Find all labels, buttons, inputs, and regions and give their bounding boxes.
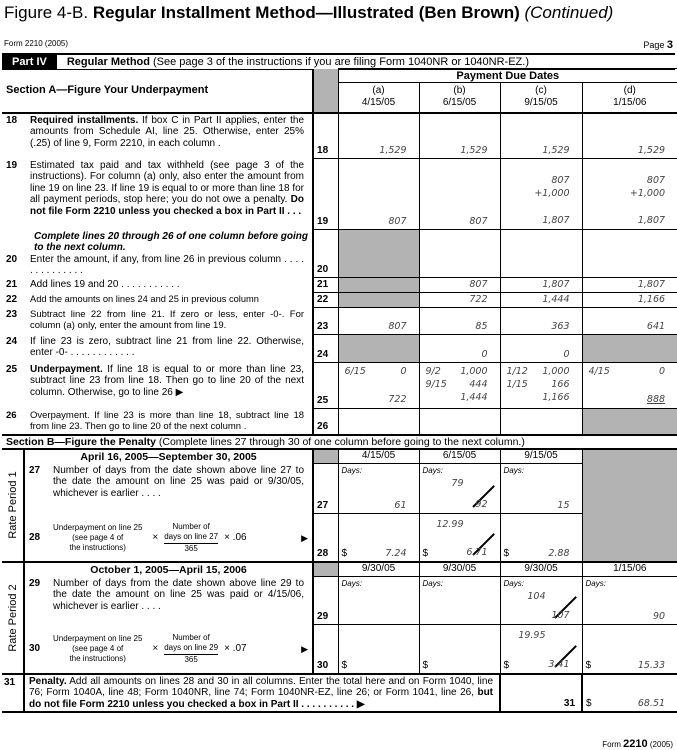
line-label	[24, 577, 313, 625]
payment-amount: 166	[551, 379, 570, 390]
value-c[interactable]	[500, 363, 582, 409]
gray-cell	[338, 230, 419, 278]
gray-cell	[313, 562, 338, 577]
formula-text: the instructions)	[69, 654, 126, 663]
days-label: Days:	[422, 579, 443, 588]
rate-period-1-label	[2, 449, 24, 562]
line-29-row	[2, 577, 677, 625]
penalty-value: 3.41	[548, 658, 570, 670]
line-label	[2, 335, 313, 363]
line-text: Number of days from the date shown above line 27 to the date the amount on line 25 was paid or 9/30/05, whichever is earlier . . . .	[53, 464, 305, 499]
days-label: Days:	[341, 579, 362, 588]
total-penalty[interactable]	[582, 674, 677, 712]
line-text: Add all amounts on lines 28 and 30 in all columns. Enter the total here and on Form 1040, line 76; Form 1040A, line 48; Form 1040NR, line 74; Form 1040NR-EZ, line 26; or Form 1041, line 26,	[29, 675, 494, 699]
period-heading: April 16, 2005—September 30, 2005	[24, 449, 313, 464]
line-number-box: 19	[313, 159, 338, 230]
column-b-header	[419, 83, 500, 113]
line-number: 18	[6, 114, 18, 126]
figure-title	[4, 3, 613, 23]
value-b[interactable]: 1,529	[419, 113, 500, 159]
line-text: If box C in Part II applies, enter the amounts from Schedule AI, line 25. Otherwise, enter 25% (.25) of line 9, Form 2210, in each column .	[30, 114, 305, 149]
value-total: 1,807	[542, 215, 570, 226]
value-d[interactable]: 1,807	[582, 278, 677, 293]
line-23-row	[2, 308, 677, 335]
dollar-sign: $	[585, 659, 592, 671]
line-label	[24, 674, 500, 712]
line-22-row	[2, 293, 677, 308]
days-b[interactable]	[419, 464, 500, 514]
value-c[interactable]: 1,444	[500, 293, 582, 308]
line-label	[2, 230, 313, 278]
line-text: Add lines 19 and 20 . . . . . . . . . . .	[30, 278, 180, 290]
days-label: Days:	[585, 579, 606, 588]
underpayment-total: 1,444	[460, 392, 488, 403]
line-text: Number of days from the date shown above line 29 to the date the amount on line 25 was paid or 4/15/06, whichever is earlier . . . .	[53, 577, 305, 612]
footer-form: Form	[602, 740, 621, 749]
penalty-value: 7.24	[385, 547, 407, 559]
footer-year: (2005)	[649, 740, 673, 749]
value-b[interactable]: 807	[419, 278, 500, 293]
page-value: 3	[666, 39, 673, 51]
dollar-sign: $	[586, 697, 592, 709]
value-total: 1,807	[637, 215, 666, 226]
line-28-row	[2, 514, 677, 562]
gray-cell	[313, 449, 338, 464]
line-number: 28	[29, 531, 41, 543]
column-d-header	[582, 83, 677, 113]
line-number: 20	[6, 253, 18, 265]
payment-amount: 1,000	[542, 366, 570, 377]
line-21-row	[2, 278, 677, 293]
column-letter: (b)	[453, 85, 466, 97]
period-date-a: 4/15/05	[338, 449, 419, 464]
period-heading: October 1, 2005—April 15, 2006	[24, 562, 313, 577]
line-number-box: 22	[313, 293, 338, 308]
section-b-title: Section B—Figure the Penalty	[6, 435, 156, 448]
dollar-sign: $	[341, 547, 348, 559]
value-d[interactable]: 1,529	[582, 113, 677, 159]
payment-date: 9/15	[425, 379, 447, 390]
line-number-box: 25	[313, 363, 338, 409]
dollar-sign: $	[503, 547, 510, 559]
formula-text: Number of	[172, 521, 210, 531]
payment-date: 1/12	[506, 366, 528, 377]
penalty-total: 68.51	[637, 697, 666, 709]
line-number: 24	[6, 335, 18, 347]
column-c-header	[500, 83, 582, 113]
line-number-box: 29	[313, 577, 338, 625]
days-value: 92	[475, 499, 488, 510]
arrow-right-icon: ▶	[301, 644, 309, 654]
section-b-header	[2, 435, 677, 449]
line-label	[2, 409, 313, 435]
days-d[interactable]	[582, 577, 677, 625]
formula-text: (see page 4 of	[72, 532, 124, 542]
line-label	[2, 363, 313, 409]
gray-cell	[582, 335, 677, 363]
days-value: 15	[557, 500, 570, 511]
page-label: Page	[643, 40, 665, 50]
line-text: Overpayment. If line 23 is more than line 18, subtract line 18 from line 23. Then go to line 20 of the next column .	[30, 409, 305, 433]
rate: × .07	[224, 643, 247, 654]
dollar-sign: $	[503, 659, 510, 671]
column-letter: (d)	[623, 85, 636, 97]
rate: × .06	[224, 531, 247, 543]
line-27-row	[2, 464, 677, 514]
payment-amount: 1,000	[460, 366, 488, 377]
line-19-row	[2, 159, 677, 230]
days-b[interactable]	[419, 577, 500, 625]
formula-text: Number of	[172, 633, 210, 642]
line-label	[24, 514, 313, 562]
column-letter: (c)	[535, 85, 547, 97]
line-text: If line 18 is equal to or more than line 23, subtract line 23 from line 18. Then go to line 20 of the next column. Otherwise, go to line 26 ▶	[30, 363, 305, 398]
penalty-formula	[29, 633, 308, 665]
value-d[interactable]	[582, 230, 677, 278]
form-id: Form 2210 (2005)	[4, 39, 69, 48]
gray-cell	[338, 278, 419, 293]
rate-period-2-label	[2, 562, 24, 674]
formula-text: (see page 4 of	[72, 644, 124, 653]
line-number-box: 20	[313, 230, 338, 278]
value-c[interactable]: 1,807	[500, 278, 582, 293]
line-number-box: 27	[313, 464, 338, 514]
formula-text: Underpayment on line 25	[53, 634, 143, 643]
line-label	[2, 159, 313, 230]
line-text: Add the amounts on lines 24 and 25 in previous column	[30, 293, 259, 304]
value-a[interactable]: 807	[338, 159, 419, 230]
days-a[interactable]	[338, 577, 419, 625]
line-number-box: 30	[313, 625, 338, 674]
section-a-title: Section A—Figure Your Underpayment	[6, 84, 209, 96]
section-b-note: (Complete lines 27 through 30 of one column before going to the next column.)	[158, 435, 525, 448]
underpayment-total: 888	[646, 394, 666, 405]
penalty-original: 19.95	[518, 629, 546, 641]
days-label: Days:	[341, 466, 362, 475]
value-b[interactable]: 0	[419, 335, 500, 363]
line-26-row	[2, 409, 677, 435]
form-table	[2, 68, 677, 713]
days-value: 107	[551, 610, 570, 621]
payment-date: 1/15	[506, 379, 528, 390]
line-number: 19	[6, 159, 18, 171]
value-c[interactable]	[500, 159, 582, 230]
part-tag: Part IV	[2, 55, 57, 69]
dollar-sign: $	[422, 547, 429, 559]
line-number: 27	[29, 464, 41, 476]
value-d[interactable]: 641	[582, 308, 677, 335]
formula-text: Underpayment on line 25	[53, 522, 143, 532]
value-c[interactable]: 1,529	[500, 113, 582, 159]
gray-cell	[313, 69, 338, 113]
days-original: 104	[527, 591, 546, 602]
days-label: Days:	[503, 466, 524, 475]
penalty-original: 12.99	[436, 518, 464, 530]
value-a[interactable]	[338, 363, 419, 409]
payment-amount: 0	[659, 366, 666, 377]
column-date: 4/15/05	[361, 97, 396, 109]
gray-cell	[582, 409, 677, 435]
line-number: 29	[29, 577, 41, 589]
line-bold: but do not file Form 2210 unless you checked a box in Part II . . . . . . . . . . ▶	[29, 687, 494, 710]
value-d[interactable]	[582, 159, 677, 230]
gray-cell	[338, 293, 419, 308]
gray-cell	[338, 335, 419, 363]
line-bold: Penalty.	[29, 675, 67, 687]
days-value: 90	[652, 611, 666, 622]
column-date: 9/15/05	[524, 97, 558, 109]
line-bold: Do not file Form 2210 unless you checked a box in Part II . . .	[30, 194, 305, 217]
line-number-box: 28	[313, 514, 338, 562]
column-letter: (a)	[372, 85, 385, 97]
line-label	[24, 625, 313, 674]
days-label: Days:	[503, 579, 524, 588]
days-original: 79	[451, 478, 464, 489]
rate-period-1-header	[2, 449, 677, 464]
value-b[interactable]	[419, 363, 500, 409]
line-text: If line 23 is zero, subtract line 21 from line 22. Otherwise, enter -0- . . . . . . . . . . . .	[30, 335, 305, 359]
dollar-sign: $	[422, 659, 429, 671]
days-c[interactable]	[500, 577, 582, 625]
penalty-value: 6.71	[466, 546, 488, 558]
line-number-box: 26	[313, 409, 338, 435]
period-date-b: 9/30/05	[419, 562, 500, 577]
underpayment-total: 1,166	[542, 392, 570, 403]
line-number-box: 21	[313, 278, 338, 293]
penalty-c[interactable]	[500, 514, 582, 562]
penalty-b[interactable]	[419, 625, 500, 674]
value-a[interactable]: 807	[338, 308, 419, 335]
page-number	[643, 39, 673, 51]
days-value: 61	[394, 500, 407, 511]
multiply-sign: ×	[152, 643, 159, 654]
footer-number: 2210	[623, 738, 648, 750]
figure-heading: Regular Installment Method—Illustrated (Ben Brown)	[92, 3, 520, 22]
formula-text: days on line 27	[164, 531, 219, 541]
line-25-row	[2, 363, 677, 409]
days-a[interactable]	[338, 464, 419, 514]
column-date: 1/15/06	[613, 97, 647, 109]
form-footer	[602, 739, 673, 750]
penalty-value: 15.33	[637, 659, 666, 671]
value-b[interactable]	[419, 230, 500, 278]
line-label	[2, 113, 313, 159]
line-number: 31	[2, 674, 24, 712]
line-bold: Underpayment.	[30, 363, 103, 375]
line-number: 30	[29, 643, 41, 654]
line-number: 26	[6, 409, 17, 421]
instruction-note: Complete lines 20 through 26 of one column before going to the next column.	[34, 230, 309, 254]
days-c[interactable]	[500, 464, 582, 514]
line-number-box: 18	[313, 113, 338, 159]
payment-date: 4/15	[588, 366, 610, 377]
value-part: +1,000	[629, 188, 666, 199]
gray-cell	[582, 449, 677, 562]
penalty-a[interactable]	[338, 514, 419, 562]
figure-label: Figure 4-B.	[4, 3, 89, 22]
side-label: Rate Period 1	[6, 471, 19, 539]
line-30-row	[2, 625, 677, 674]
line-label	[2, 308, 313, 335]
value-b[interactable]	[419, 409, 500, 435]
period-date-c: 9/15/05	[500, 449, 582, 464]
line-text: Enter the amount, if any, from line 26 in previous column . . . . . . . . . . . . . .	[30, 253, 305, 277]
penalty-a[interactable]	[338, 625, 419, 674]
period-date-d: 1/15/06	[582, 562, 677, 577]
days-label: Days:	[422, 466, 443, 475]
line-number-box: 23	[313, 308, 338, 335]
value-c[interactable]	[500, 230, 582, 278]
line-label	[2, 278, 313, 293]
period-date-a: 9/30/05	[338, 562, 419, 577]
line-number-box: 24	[313, 335, 338, 363]
penalty-d[interactable]	[582, 625, 677, 674]
value-b[interactable]: 807	[419, 159, 500, 230]
value-c[interactable]: 0	[500, 335, 582, 363]
part-note: (See page 3 of the instructions if you are filing Form 1040NR or 1040NR-EZ.)	[152, 56, 529, 68]
line-number: 25	[6, 363, 18, 375]
value-a[interactable]	[338, 409, 419, 435]
value-part: 807	[646, 175, 666, 186]
value-b[interactable]: 85	[419, 308, 500, 335]
column-date: 6/15/05	[442, 97, 477, 109]
value-c[interactable]: 363	[500, 308, 582, 335]
underpayment-total: 722	[388, 394, 407, 405]
dollar-sign: $	[341, 659, 348, 671]
period-date-b: 6/15/05	[419, 449, 500, 464]
penalty-formula	[29, 522, 308, 554]
line-24-row	[2, 335, 677, 363]
period-date-c: 9/30/05	[500, 562, 582, 577]
line-bold: Required installments.	[30, 114, 139, 126]
multiply-sign: ×	[152, 531, 159, 543]
formula-denominator: 365	[184, 543, 198, 553]
part-title: Regular Method	[66, 56, 150, 68]
line-label	[24, 464, 313, 514]
line-18-row	[2, 113, 677, 159]
line-20-row	[2, 230, 677, 278]
value-d[interactable]: 1,166	[582, 293, 677, 308]
line-number: 22	[6, 293, 18, 305]
line-label	[2, 293, 313, 308]
value-b[interactable]: 722	[419, 293, 500, 308]
form-header	[4, 39, 673, 51]
figure-continued: (Continued)	[524, 3, 614, 22]
penalty-c[interactable]	[500, 625, 582, 674]
payment-amount: 444	[469, 379, 488, 390]
arrow-right-icon: ▶	[301, 532, 309, 543]
value-a[interactable]: 1,529	[338, 113, 419, 159]
line-31-row	[2, 674, 677, 712]
penalty-b[interactable]	[419, 514, 500, 562]
line-text: Estimated tax paid and tax withheld (see page 3 of the instructions). For column (a) only, also enter the amount from line 19 on line 23. If line 19 is equal to or more than line 18 for all payment periods, stop here; you do not owe a penalty.	[30, 159, 305, 206]
formula-denominator: 365	[184, 655, 198, 664]
value-part: 807	[551, 175, 570, 186]
payment-due-dates-header: Payment Due Dates	[338, 69, 677, 83]
side-label: Rate Period 2	[6, 583, 19, 652]
payment-date: 9/2	[425, 366, 441, 377]
rate-period-2-header	[2, 562, 677, 577]
value-part: +1,000	[534, 188, 570, 199]
formula-text: the instructions)	[69, 542, 126, 552]
value-c[interactable]	[500, 409, 582, 435]
formula-text: days on line 29	[164, 643, 219, 652]
line-number: 23	[6, 308, 18, 320]
penalty-value: 2.88	[548, 547, 570, 559]
value-d[interactable]	[582, 363, 677, 409]
column-a-header	[338, 83, 419, 113]
line-text: Subtract line 22 from line 21. If zero or less, enter -0-. For column (a) only, enter the amount from line 19.	[30, 308, 305, 332]
section-b-title-row	[2, 435, 677, 449]
payment-amount: 0	[400, 366, 407, 377]
line-number-box: 31	[500, 674, 582, 712]
payment-date: 6/15	[344, 366, 366, 377]
line-number: 21	[6, 278, 18, 290]
